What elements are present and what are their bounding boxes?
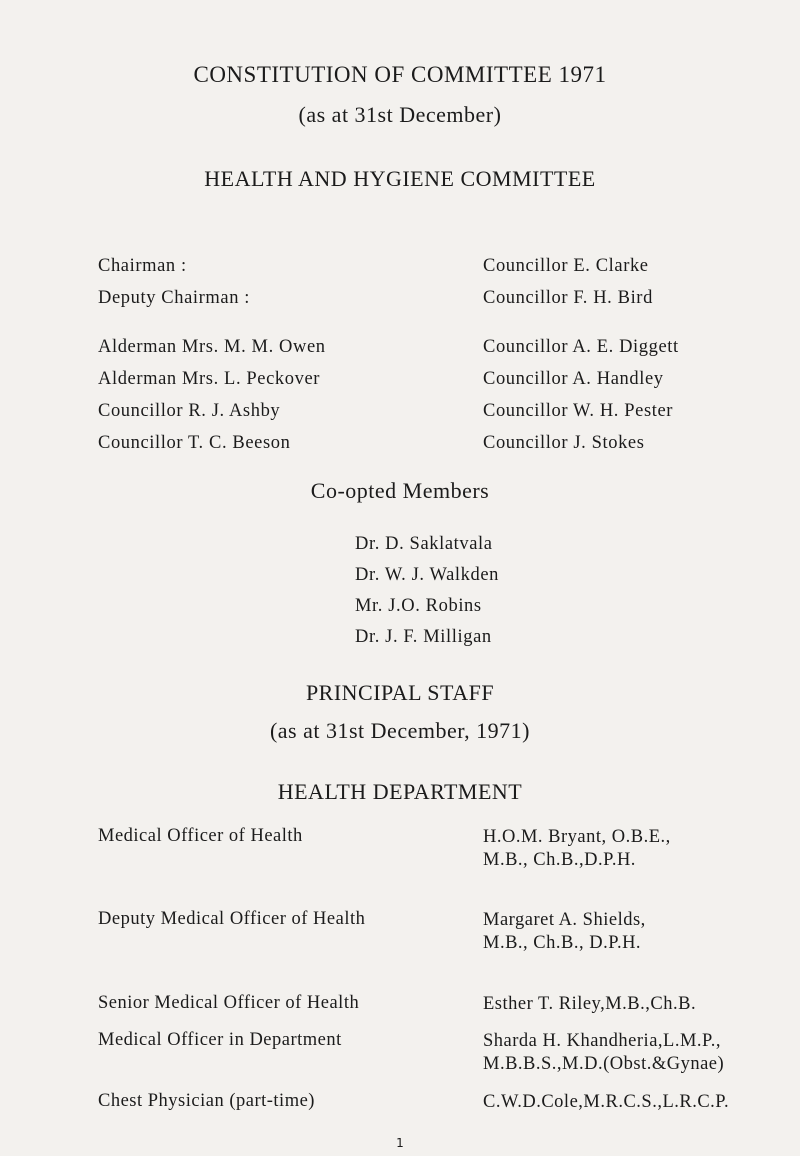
staff-name-line: M.B., Ch.B., D.P.H. (483, 933, 642, 953)
staff-name (483, 1091, 729, 1114)
staff-role: Medical Officer in Department (98, 1030, 342, 1050)
staff-name-line: Esther T. Riley,M.B.,Ch.B. (483, 994, 697, 1014)
document-subtitle: (as at 31st December) (298, 102, 502, 127)
staff-name-line: C.W.D.Cole,M.R.C.S.,L.R.C.P. (483, 1092, 730, 1112)
document-title: CONSTITUTION OF COMMITTEE 1971 (193, 62, 607, 87)
members-right-column (483, 331, 679, 459)
staff-name (483, 1030, 724, 1076)
staff-name-line: M.B.B.S.,M.D.(Obst.&Gynae) (483, 1054, 725, 1074)
officer-name: Councillor F. H. Bird (483, 288, 653, 308)
member-name: Councillor A. E. Diggett (483, 337, 679, 357)
committee-heading: HEALTH AND HYGIENE COMMITTEE (204, 166, 596, 191)
staff-name (483, 993, 696, 1016)
coopted-member: Dr. W. J. Walkden (355, 565, 500, 585)
member-name: Councillor J. Stokes (483, 433, 645, 453)
member-name: Alderman Mrs. M. M. Owen (98, 337, 326, 357)
member-name: Councillor T. C. Beeson (98, 433, 291, 453)
staff-heading: PRINCIPAL STAFF (305, 680, 495, 705)
member-name: Councillor W. H. Pester (483, 401, 674, 421)
page-number: 1 (396, 1136, 404, 1150)
coopted-member: Dr. J. F. Milligan (355, 627, 492, 647)
staff-role: Medical Officer of Health (98, 826, 303, 846)
member-name: Councillor R. J. Ashby (98, 401, 281, 421)
staff-name-line: M.B., Ch.B.,D.P.H. (483, 850, 636, 870)
member-name: Councillor A. Handley (483, 369, 664, 389)
officer-roles (98, 250, 250, 314)
coopted-heading: Co-opted Members (310, 478, 490, 503)
staff-subheading: (as at 31st December, 1971) (269, 718, 531, 743)
coopted-member: Mr. J.O. Robins (355, 596, 482, 616)
staff-role: Senior Medical Officer of Health (98, 993, 360, 1013)
department-heading: HEALTH DEPARTMENT (277, 779, 523, 804)
officer-role: Deputy Chairman : (98, 288, 251, 308)
officer-names (483, 250, 653, 314)
members-left-column (98, 331, 326, 459)
staff-role: Chest Physician (part-time) (98, 1091, 315, 1111)
member-name: Alderman Mrs. L. Peckover (98, 369, 321, 389)
officer-name: Councillor E. Clarke (483, 256, 649, 276)
staff-name (483, 909, 646, 955)
staff-name-line: Sharda H. Khandheria,L.M.P., (483, 1031, 722, 1051)
officer-role: Chairman : (98, 256, 187, 276)
staff-name-line: H.O.M. Bryant, O.B.E., (483, 827, 671, 847)
staff-role: Deputy Medical Officer of Health (98, 909, 366, 929)
staff-name (483, 826, 671, 872)
coopted-list (355, 529, 499, 653)
staff-name-line: Margaret A. Shields, (483, 910, 646, 930)
coopted-member: Dr. D. Saklatvala (355, 534, 493, 554)
